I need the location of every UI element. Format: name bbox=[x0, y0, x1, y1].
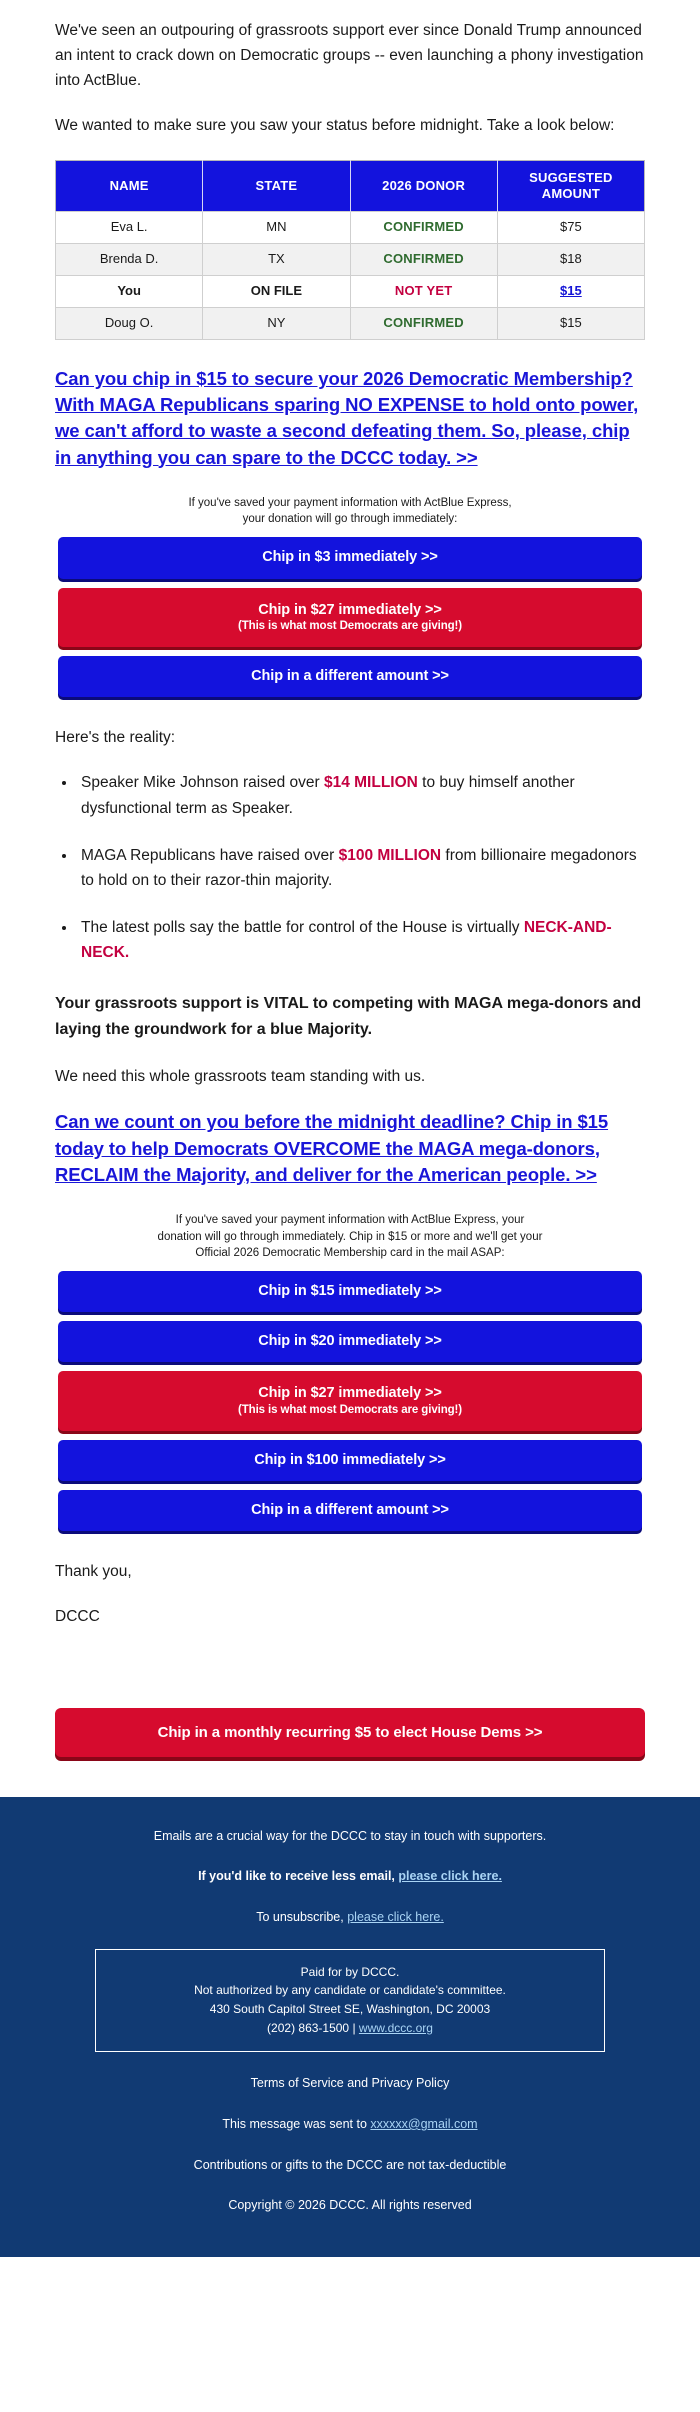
signoff-block bbox=[0, 1541, 700, 1629]
footer-copyright-line: Copyright © 2026 DCCC. All rights reserved bbox=[228, 2198, 472, 2213]
cell-suggested-amount: $18 bbox=[497, 244, 644, 276]
donate-button-group1-2[interactable] bbox=[58, 588, 642, 648]
footer-less-email-link[interactable]: please click here. bbox=[398, 1869, 502, 1884]
email-content-middle bbox=[0, 707, 700, 1188]
status-badge: NOT YET bbox=[394, 282, 453, 298]
intro-paragraph-2: We wanted to make sure you saw your status before midnight. Take a look below: bbox=[55, 117, 615, 135]
website-link[interactable]: www.dccc.org bbox=[358, 2020, 433, 2035]
button-label: Chip in a different amount >> bbox=[251, 1502, 449, 1519]
vital-support-paragraph: Your grassroots support is VITAL to competing with MAGA mega-donors and laying the groundwork for a blue Majority. bbox=[55, 995, 642, 1038]
actblue-note-2 bbox=[0, 1212, 700, 1261]
footer-less-email-prefix: If you'd like to receive less email, bbox=[198, 1869, 399, 1884]
donate-button-group2-1[interactable] bbox=[58, 1271, 642, 1312]
signoff-thanks: Thank you, bbox=[55, 1563, 132, 1581]
donate-button-group2-5[interactable] bbox=[58, 1490, 642, 1531]
button-label: Chip in $3 immediately >> bbox=[262, 549, 438, 566]
footer-sent-prefix: This message was sent to bbox=[222, 2116, 371, 2131]
signoff-name: DCCC bbox=[55, 1608, 100, 1626]
actblue-note-1-line2: your donation will go through immediately: bbox=[242, 513, 458, 526]
button-sublabel: (This is what most Democrats are giving!) bbox=[237, 1403, 463, 1416]
column-header-name: NAME bbox=[56, 161, 203, 212]
button-label: Chip in $100 immediately >> bbox=[254, 1452, 446, 1469]
button-label: Chip in $15 immediately >> bbox=[258, 1283, 442, 1300]
donate-button-group2-2[interactable] bbox=[58, 1321, 642, 1362]
donate-button-group1-3[interactable] bbox=[58, 656, 642, 697]
list-item bbox=[77, 915, 645, 965]
column-header-state: STATE bbox=[203, 161, 350, 212]
status-badge: CONFIRMED bbox=[383, 314, 464, 330]
cell-state: ON FILE bbox=[203, 275, 350, 307]
donate-button-group2-4[interactable] bbox=[58, 1440, 642, 1481]
email-content-top bbox=[0, 0, 700, 471]
footer-terms-line[interactable]: Terms of Service and Privacy Policy bbox=[250, 2076, 450, 2091]
address-line: 430 South Capitol Street SE, Washington, DC 20003 bbox=[209, 2001, 491, 2016]
cell-suggested-amount: $15 bbox=[497, 307, 644, 339]
cell-donor-status bbox=[350, 275, 497, 307]
email-footer bbox=[0, 1797, 700, 2258]
status-badge: CONFIRMED bbox=[383, 219, 464, 235]
actblue-note-2-line2: donation will go through immediately. Chip in $15 or more and we'll get your bbox=[157, 1230, 543, 1243]
bullet-highlight: $14 MILLION bbox=[323, 774, 418, 792]
table-body bbox=[56, 212, 645, 340]
cell-donor-status bbox=[350, 307, 497, 339]
cell-name: You bbox=[56, 275, 203, 307]
reality-lead: Here's the reality: bbox=[55, 729, 176, 747]
footer-unsubscribe-line bbox=[40, 1908, 660, 1927]
footer-unsubscribe-link[interactable]: please click here. bbox=[347, 1910, 444, 1924]
button-sublabel: (This is what most Democrats are giving!) bbox=[237, 619, 463, 632]
reality-bullet-list bbox=[55, 770, 645, 965]
cell-name: Doug O. bbox=[56, 307, 203, 339]
footer-less-email-line bbox=[40, 1867, 660, 1886]
primary-ask-link-2[interactable]: Can we count on you before the midnight deadline? Chip in $15 today to help Democrats OVERCOME the MAGA mega-donors, RECLAIM the Majority, and deliver for the American people. >> bbox=[55, 1111, 609, 1185]
primary-ask-link-1[interactable]: Can you chip in $15 to secure your 2026 Democratic Membership? With MAGA Republicans sparing NO EXPENSE to hold onto power, we can't afford to waste a second defeating them. So, please, chip in anything you can spare to the DCCC today. >> bbox=[55, 367, 639, 468]
actblue-note-1 bbox=[0, 495, 700, 528]
table-row bbox=[56, 275, 645, 307]
table-row bbox=[56, 307, 645, 339]
footer-tax-line: Contributions or gifts to the DCCC are not tax-deductible bbox=[193, 2157, 507, 2172]
donor-status-table-wrap bbox=[55, 160, 645, 339]
donation-buttons-group-2 bbox=[0, 1271, 700, 1531]
grassroots-team-paragraph: We need this whole grassroots team standing with us. bbox=[55, 1068, 426, 1086]
table-row bbox=[56, 212, 645, 244]
button-label: Chip in $27 immediately >> bbox=[258, 601, 442, 618]
cell-name: Eva L. bbox=[56, 212, 203, 244]
paid-for-disclaimer-box bbox=[95, 1949, 605, 2052]
cell-donor-status bbox=[350, 244, 497, 276]
bullet-text-post: from billionaire megadonors to hold on to their razor-thin majority. bbox=[81, 846, 637, 889]
cell-state: TX bbox=[203, 244, 350, 276]
intro-paragraph-1: We've seen an outpouring of grassroots support ever since Donald Trump announced an intent to crack down on Democratic groups -- even launching a phony investigation into ActBlue. bbox=[55, 22, 644, 90]
monthly-recurring-wrap bbox=[0, 1708, 700, 1757]
cell-donor-status bbox=[350, 212, 497, 244]
cell-suggested-amount: $75 bbox=[497, 212, 644, 244]
list-item bbox=[77, 770, 645, 820]
bullet-text-pre: MAGA Republicans have raised over bbox=[81, 846, 339, 864]
actblue-note-2-line3: Official 2026 Democratic Membership card in the mail ASAP: bbox=[195, 1246, 505, 1259]
bullet-text-pre: The latest polls say the battle for control of the House is virtually bbox=[81, 918, 524, 936]
actblue-note-2-line1: If you've saved your payment information with ActBlue Express, your bbox=[175, 1214, 525, 1227]
footer-unsubscribe-prefix: To unsubscribe, bbox=[256, 1910, 348, 1924]
phone-website-line bbox=[110, 2019, 590, 2038]
donate-button-group1-1[interactable] bbox=[58, 537, 642, 578]
bullet-text-post: to buy himself another dysfunctional term as Speaker. bbox=[81, 774, 575, 817]
phone-text: (202) 863-1500 | bbox=[267, 2020, 359, 2035]
donation-buttons-group-1 bbox=[0, 537, 700, 697]
list-item bbox=[77, 843, 645, 893]
cell-state: NY bbox=[203, 307, 350, 339]
bullet-highlight: NECK-AND-NECK. bbox=[81, 918, 612, 961]
bullet-highlight: $100 MILLION bbox=[338, 846, 442, 864]
column-header-amount: SUGGESTED AMOUNT bbox=[497, 161, 644, 212]
column-header-donor: 2026 DONOR bbox=[350, 161, 497, 212]
actblue-note-1-line1: If you've saved your payment information with ActBlue Express, bbox=[188, 496, 512, 509]
footer-sent-to-line bbox=[40, 2115, 660, 2134]
button-label: Chip in $27 immediately >> bbox=[258, 1385, 442, 1402]
bullet-text-pre: Speaker Mike Johnson raised over bbox=[81, 774, 324, 792]
button-label: Chip in $20 immediately >> bbox=[258, 1333, 442, 1350]
table-header-row bbox=[56, 161, 645, 212]
cell-name: Brenda D. bbox=[56, 244, 203, 276]
suggested-amount-link[interactable]: $15 bbox=[560, 282, 582, 298]
footer-recipient-email-link[interactable]: xxxxxx@gmail.com bbox=[370, 2116, 478, 2131]
donate-button-group2-3[interactable] bbox=[58, 1371, 642, 1431]
donor-status-table bbox=[55, 160, 645, 339]
cell-suggested-amount[interactable] bbox=[497, 275, 644, 307]
not-authorized-line: Not authorized by any candidate or candidate's committee. bbox=[194, 1983, 506, 1998]
cell-state: MN bbox=[203, 212, 350, 244]
footer-emails-line: Emails are a crucial way for the DCCC to stay in touch with supporters. bbox=[153, 1828, 547, 1843]
status-badge: CONFIRMED bbox=[383, 251, 464, 267]
table-row bbox=[56, 244, 645, 276]
monthly-recurring-button[interactable]: Chip in a monthly recurring $5 to elect House Dems >> bbox=[55, 1708, 645, 1757]
table-head bbox=[56, 161, 645, 212]
paid-for-line: Paid for by DCCC. bbox=[300, 1964, 400, 1979]
button-label: Chip in a different amount >> bbox=[251, 668, 449, 685]
